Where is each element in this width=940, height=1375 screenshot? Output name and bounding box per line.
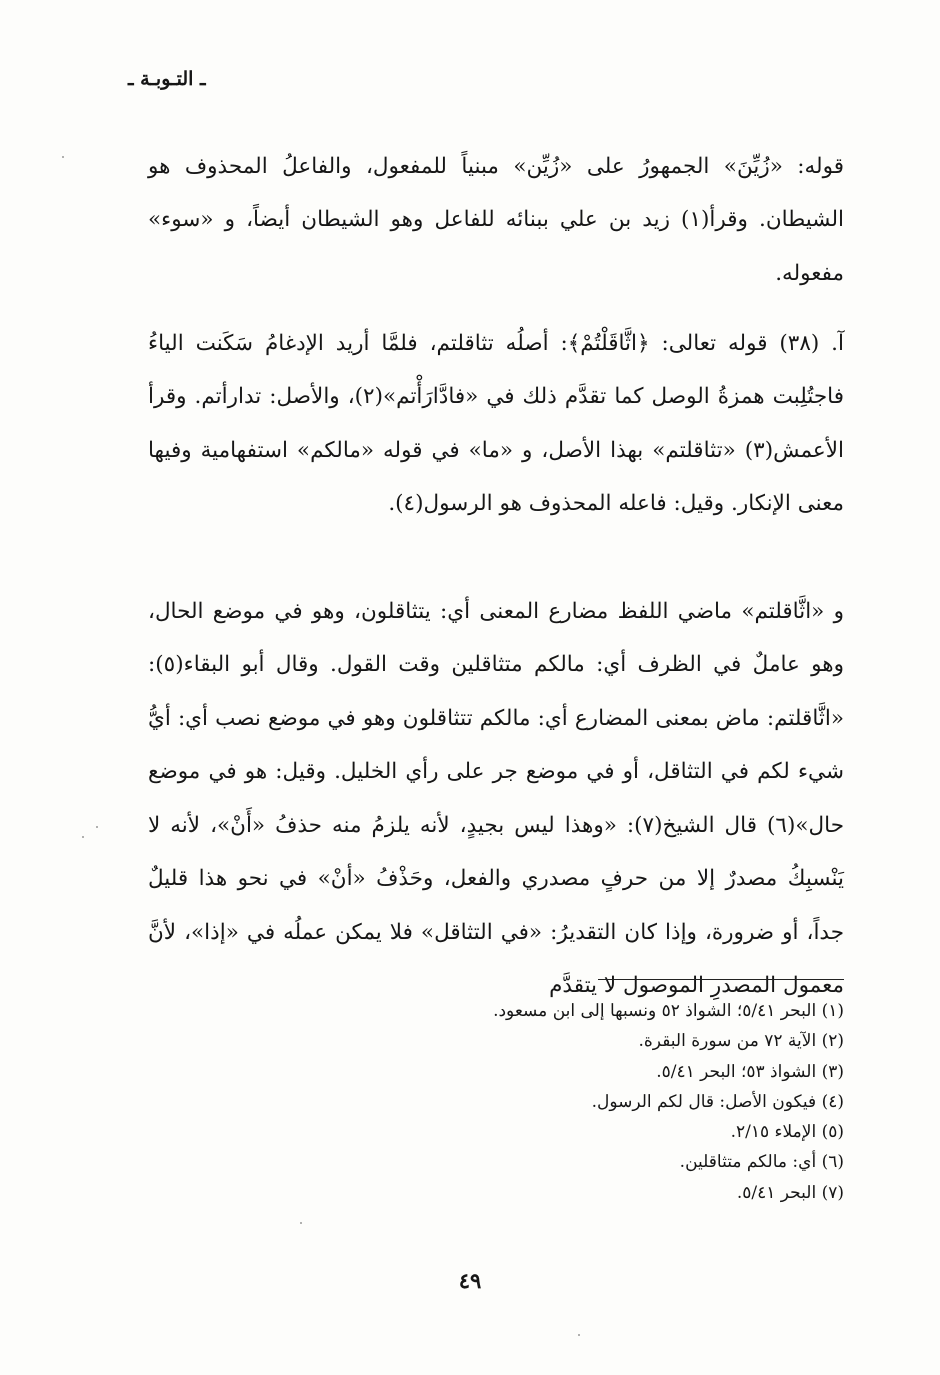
scan-speck: [96, 826, 98, 828]
scan-speck: [300, 1222, 302, 1224]
scan-speck: [62, 156, 64, 158]
footnote-item: (٢) الآية ٧٢ من سورة البقرة.: [638, 1031, 844, 1052]
footnote-item: (٦) أي: مالكم متثاقلين.: [679, 1152, 844, 1173]
footnote-separator: [598, 979, 844, 980]
running-header: ـ التـوبـة ـ: [128, 68, 206, 90]
footnote-item: (٧) البحر ٥/٤١.: [736, 1182, 844, 1203]
page-number: ٤٩: [458, 1268, 482, 1293]
paragraph-3: و «اثَّاقلتم» ماضي اللفظ مضارع المعنى أي: يتثاقلون، وهو في موضع الحال، وهو عاملٌ في الظرف أي: مالكم متثاقلين وقت القول. وقال أبو البقاء(٥): «اثَّاقلتم: ماض بمعنى المضارع أي: مالكم تتثاقلون وهو في موضع نصب أي: أيُّ شيء لكم في التثاقل، أو في موضع جر على رأي الخليل. وقيل: هو في موضع حال»(٦) قال الشيخ(٧): «وهذا ليس بجيدٍ، لأنه يلزمُ منه حذفُ «أَنْ»، لأنه لا يَنْسبِكُ مصدرٌ إلا من حرفٍ مصدري والفعل، وحَذْفُ «أنْ» في نحو هذا قليلٌ جداً، أو ضرورة، وإذا كان التقديرُ: «في التثاقل» فلا يمكن عملُه في «إذا»، لأنَّ معمول المصدرِ الموصول لا يتقدَّم: [148, 598, 844, 998]
scan-speck: [578, 1334, 580, 1336]
footnote-item: (١) البحر ٥/٤١؛ الشواذ ٥٢ ونسبها إلى ابن مسعود.: [493, 1001, 844, 1021]
footnote-item: (٥) الإملاء ٢/١٥.: [730, 1122, 844, 1143]
scan-speck: [82, 836, 84, 838]
footnotes-list: [204, 996, 844, 1208]
paragraph-2: آ. (٣٨) قوله تعالى: ﴿اثَّاقَلْتُمْ﴾: أصلُه تثاقلتم، فلمَّا أريد الإدغامُ سَكَنت الياءُ فاجتُلِبت همزةُ الوصل كما تقدَّم ذلك في «فادَّارَأْتم»(٢)، والأصل: تدارأتم. وقرأ الأعمش(٣) «تثاقلتم» بهذا الأصل، و «ما» في قوله «مالكم» استفهامية وفيها معنى الإنكار. وقيل: فاعله المحذوف هو الرسول(٤).: [148, 330, 844, 516]
footnote-item: (٣) الشواذ ٥٣؛ البحر ٥/٤١.: [656, 1061, 844, 1082]
footnote-item: (٤) فيكون الأصل: قال لكم الرسول.: [591, 1091, 844, 1112]
paragraph-1: قوله: «زُيِّنَ» الجمهورُ على «زُيِّن» مبنياً للمفعول، والفاعلُ المحذوف هو الشيطان. وقرأ(١) زيد بن علي ببنائه للفاعل وهو الشيطان أيضاً، و «سوء» مفعوله.: [148, 153, 844, 286]
